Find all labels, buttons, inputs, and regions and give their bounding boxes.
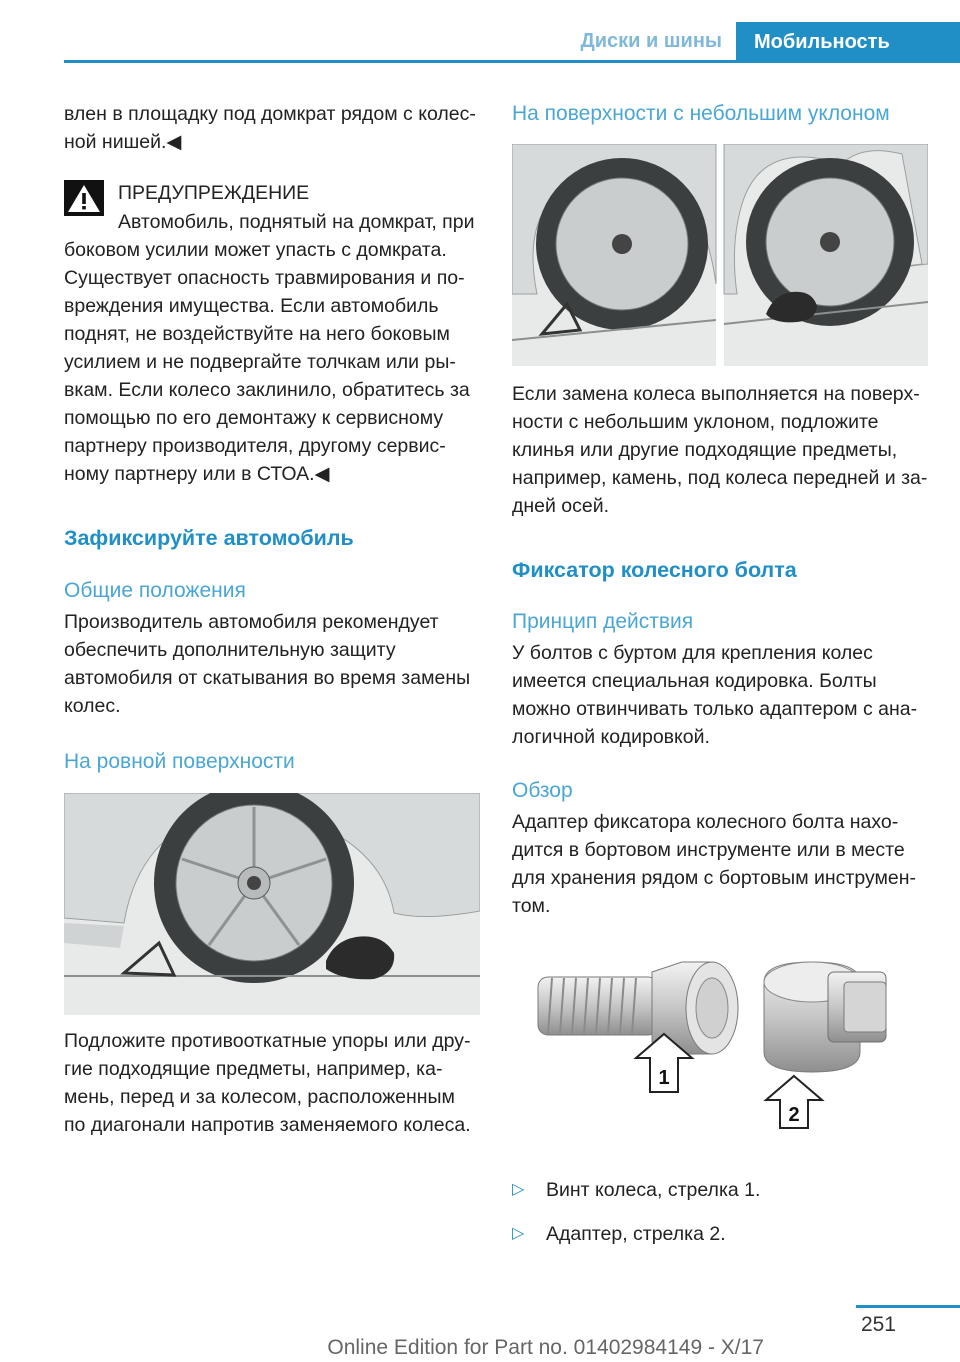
heading-flat-surface: На ровной поверхности xyxy=(64,750,295,773)
overview-text: Адаптер фиксатора колесного болта нахо‐дится в бортовом инструменте или в месте для хранения рядом с бортовым инструмен‐том. xyxy=(512,811,917,917)
heading-general: Общие положения xyxy=(64,579,246,602)
slope-figure xyxy=(512,144,928,366)
arrow-2-label: 2 xyxy=(788,1104,800,1126)
bullet-triangle-icon: ▷ xyxy=(512,1225,525,1242)
heading-principle: Принцип действия xyxy=(512,610,694,633)
bolt-and-adapter-illustration xyxy=(512,942,928,1152)
header-section-tab: Диски и шины xyxy=(580,29,722,52)
wheel-chock-slope-illustration xyxy=(512,144,928,366)
adapter xyxy=(764,962,886,1072)
page-number: 251 xyxy=(860,1313,896,1336)
list-item-text: Винт колеса, стрелка 1. xyxy=(546,1179,761,1201)
heading-overview: Обзор xyxy=(512,779,573,802)
bolt-adapter-figure xyxy=(512,942,928,1152)
heading-secure-vehicle: Зафиксируйте автомобиль xyxy=(64,526,354,550)
left-column xyxy=(64,100,480,1139)
warning-title: ПРЕДУПРЕЖДЕНИЕ xyxy=(118,182,310,204)
principle-text: У болтов с буртом для крепления колес имеется специальная кодировка. Болты можно отвинчивать только адаптером с ана‐логичной кодировкой. xyxy=(512,642,918,748)
list-item-text: Адаптер, стрелка 2. xyxy=(546,1223,726,1245)
warning-triangle-icon xyxy=(64,180,104,216)
warning-block xyxy=(64,178,480,236)
parts-list xyxy=(512,1176,928,1248)
bullet-triangle-icon: ▷ xyxy=(512,1181,525,1198)
wheel-chock-flat-illustration xyxy=(64,793,480,1015)
wheel-bolt xyxy=(538,962,738,1054)
header-chapter-tab: Мобильность xyxy=(736,22,960,63)
intro-text: влен в площадку под домкрат рядом с колес‐ной нишей.◀ xyxy=(64,103,476,153)
right-column xyxy=(512,100,928,1264)
general-text: Производитель автомобиля рекомендует обеспечить дополнительную защиту автомобиля от скатывания во время замены колес. xyxy=(64,611,471,717)
arrow-1-label: 1 xyxy=(658,1067,670,1089)
list-item xyxy=(512,1176,928,1204)
list-item xyxy=(512,1220,928,1248)
heading-slope: На поверхности с небольшим уклоном xyxy=(512,102,890,125)
heading-wheel-lock: Фиксатор колесного болта xyxy=(512,558,797,582)
edition-note: Online Edition for Part no. 01402984149 - X/17 xyxy=(327,1336,764,1359)
warning-text: боковом усилии может упасть с домкрата. Существует опасность травмирования и по‐вреждения имущества. Если автомобиль поднят, не воздействуйте на него боковым усилием и не подвергайте толчкам или ры‐вкам. Если колесо заклинило, обратитесь за помощью по его демонтажу к сервисному партнеру производителя, другому сервис‐ному партнеру или в СТОА.◀ xyxy=(64,239,470,485)
slope-caption: Если замена колеса выполняется на поверх‐ности с небольшим уклоном, подложите клинья или другие подходящие предметы, например, камень, под колеса передней и за‐дней осей. xyxy=(512,383,928,517)
flat-caption: Подложите противооткатные упоры или дру‐гие подходящие предметы, например, ка‐мень, перед и за колесом, расположенным по диагонали напротив заменяемого колеса. xyxy=(64,1030,471,1136)
header-rule xyxy=(64,60,960,63)
footer-rule xyxy=(856,1305,960,1308)
flat-surface-figure xyxy=(64,793,480,1015)
warning-line1: Автомобиль, поднятый на домкрат, при xyxy=(118,211,475,233)
